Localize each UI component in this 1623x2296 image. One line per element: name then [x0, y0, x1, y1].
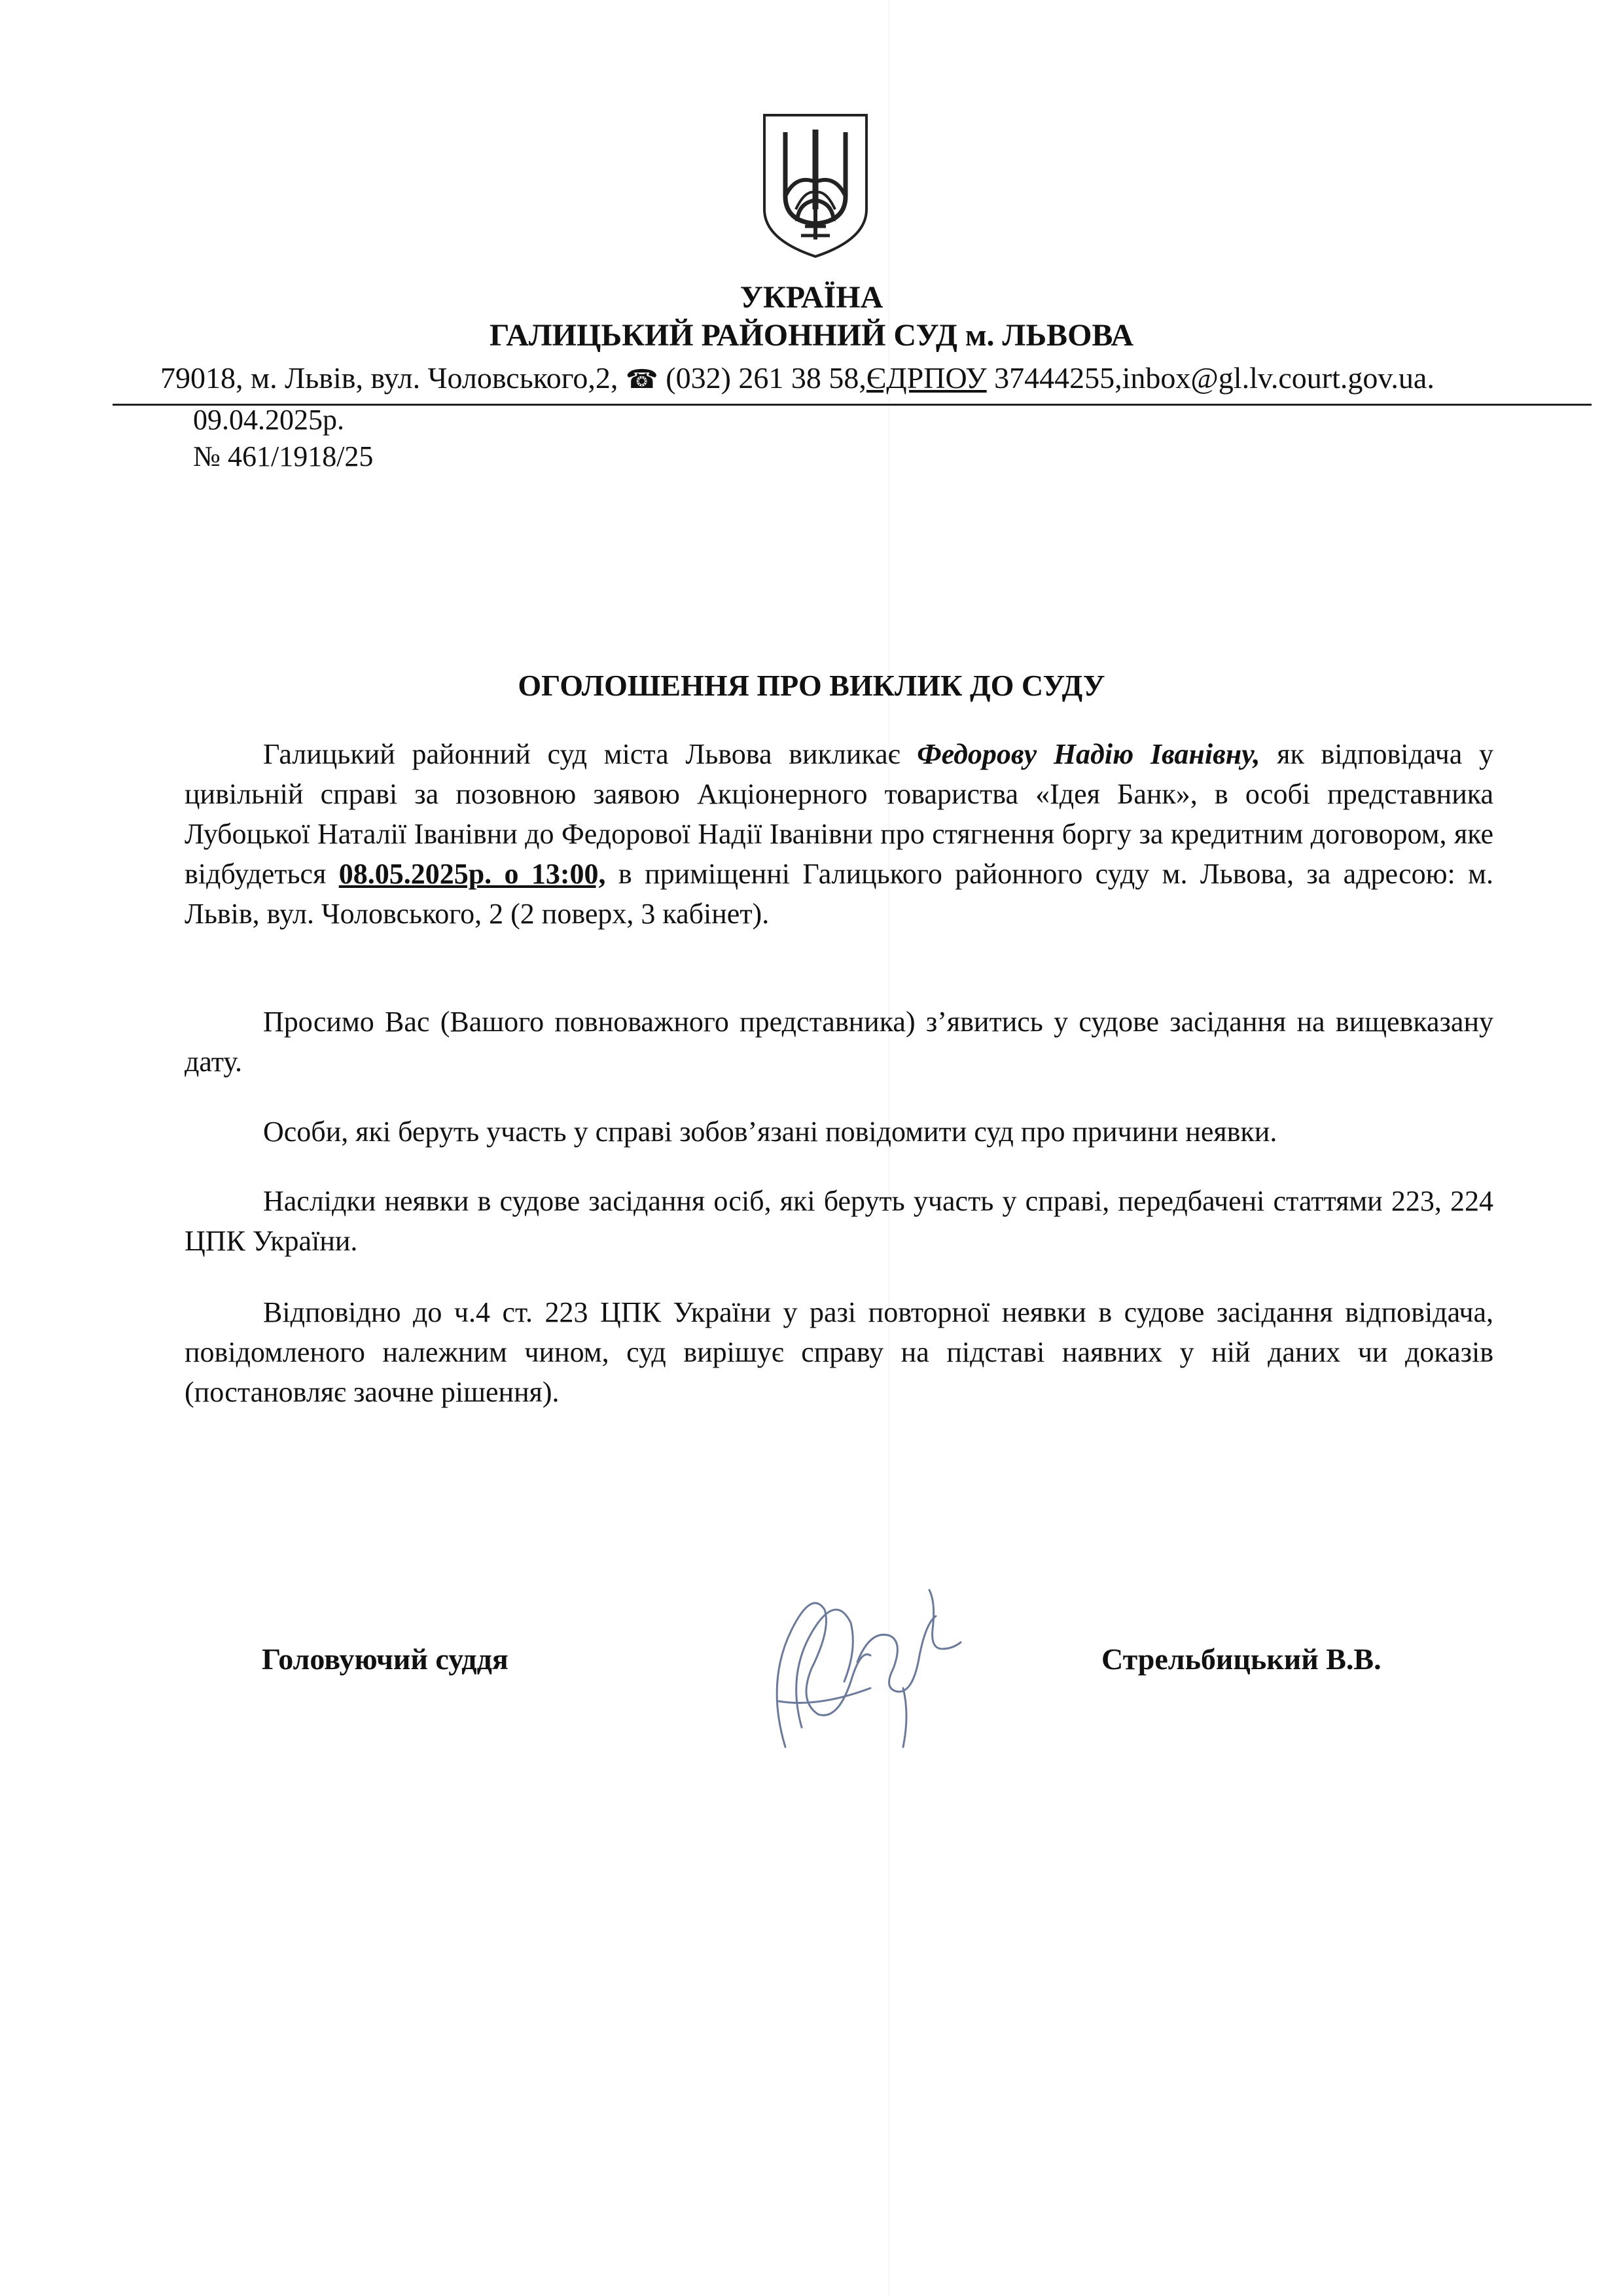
phone-icon: ☎ [625, 364, 658, 394]
court-address-line [160, 360, 1574, 398]
defendant-name: Федорову Надію Іванівну, [917, 738, 1260, 770]
judge-name: Стрельбицький В.В. [1101, 1642, 1382, 1676]
document-title: ОГОЛОШЕННЯ ПРО ВИКЛИК ДО СУДУ [518, 669, 1105, 702]
summons-intro: Галицький районний суд міста Львова викликає [263, 738, 918, 770]
paragraph-request: Просимо Вас (Вашого повноважного представника) з’явитись у судове засідання на вищевказану дату. [185, 1006, 1493, 1078]
country-heading: УКРАЇНА [740, 280, 883, 315]
judge-title: Головуючий суддя [262, 1642, 508, 1676]
court-address: 79018, м. Львів, вул. Чоловського,2, [160, 361, 626, 395]
paragraph-summons [185, 734, 1493, 934]
summons-location: в приміщенні Галицького районного суду м. Львова, за адресою: м. Львів, вул. Чоловського, 2 (2 поверх, 3 кабінет). [185, 858, 1493, 930]
document-date: 09.04.2025р. [193, 404, 344, 436]
paragraph-default-judgment: Відповідно до ч.4 ст. 223 ЦПК України у разі повторної неявки в судове засідання відповідача, повідомленого належним чином, суд вирішує справу на підставі наявних у ній даних чи доказів (постановляє заочне рішення). [185, 1296, 1493, 1408]
document-number: № 461/1918/25 [193, 440, 374, 472]
court-name-heading: ГАЛИЦЬКИЙ РАЙОННИЙ СУД м. ЛЬВОВА [489, 318, 1134, 353]
judge-signature [740, 1551, 962, 1767]
hearing-datetime: 08.05.2025р. о 13:00, [338, 858, 606, 890]
paragraph-consequences: Наслідки неявки в судове засідання осіб, які беруть участь у справі, передбачені статтями 223, 224 ЦПК України. [185, 1185, 1493, 1257]
summons-case-details: як відповідача у цивільній справі за позовною заявою Акціонерного товариства «Ідея Банк», в особі представника Лубоцької Наталії Іванівни до Федорової Надії Іванівни про стягнення боргу за кредитним договором, яке відбудеться [185, 738, 1493, 890]
edrpou-and-email: 37444255,inbox@gl.lv.court.gov.ua. [986, 361, 1435, 395]
court-phone: (032) 261 38 58, [666, 361, 866, 395]
edrpou-label: ЄДРПОУ [866, 361, 987, 395]
paragraph-obligation: Особи, які беруть участь у справі зобов’язані повідомити суд про причини неявки. [263, 1116, 1277, 1148]
coat-of-arms-icon [759, 111, 872, 260]
